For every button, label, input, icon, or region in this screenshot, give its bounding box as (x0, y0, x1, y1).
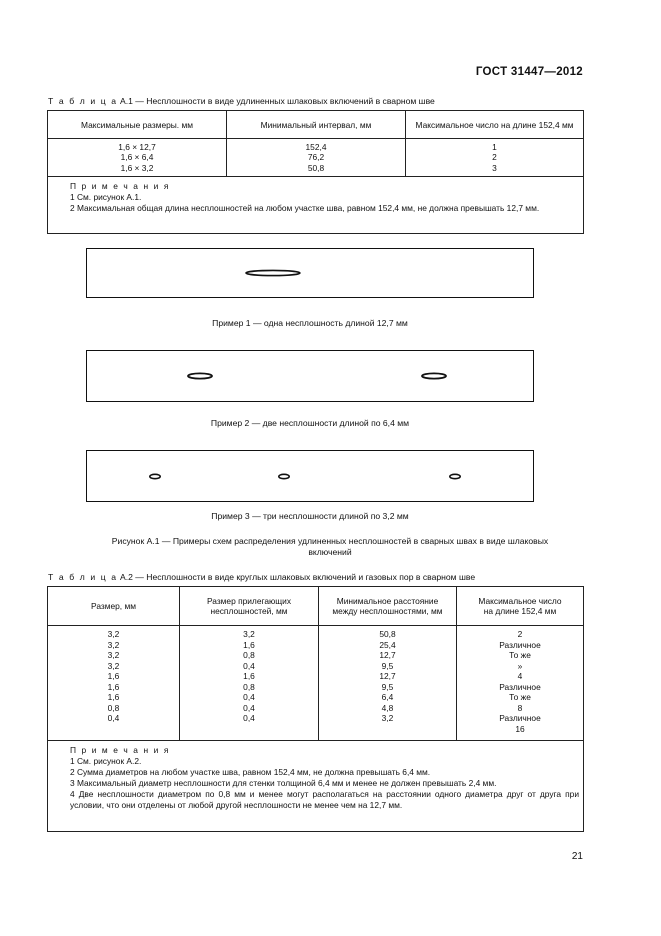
table1-caption (48, 96, 435, 106)
table-cell: 1,6 (243, 639, 255, 650)
table2-notes-title: П р и м е ч а н и я (70, 745, 170, 755)
inclusion-icon (277, 473, 291, 480)
table2-caption (48, 572, 475, 582)
table2-header-cell (319, 587, 457, 626)
table-cell: 50,8 (379, 629, 396, 639)
table2-notes-row (48, 741, 584, 832)
table-a1 (47, 110, 584, 234)
table2-header-row (48, 587, 584, 626)
table-cell: 1,6 (107, 671, 120, 681)
table-cell: 0,4 (243, 660, 255, 671)
table-cell: 1,6 × 3,2 (120, 162, 154, 173)
header-line: несплошностей, мм (210, 606, 288, 616)
elongated-inclusion-icon (244, 269, 302, 277)
table-cell: 2 (517, 629, 523, 639)
example2-label: Пример 2 — две несплошности длиной по 6,4 мм (210, 418, 410, 428)
table-cell: То же (509, 650, 531, 660)
header-line: на длине 152,4 мм (483, 606, 557, 616)
table1-notes-row (48, 177, 584, 234)
table1-caption-prefix: Т а б л и ц а (48, 96, 118, 106)
table-cell: 3,2 (107, 660, 120, 671)
table-cell: То же (509, 692, 531, 702)
page-number: 21 (571, 851, 583, 862)
table2-header-cell (457, 587, 584, 626)
inclusion-icon (448, 473, 462, 480)
header-line: Максимальное число (478, 595, 562, 606)
table-cell: 12,7 (379, 671, 396, 681)
figure-caption-line: Рисунок А.1 — Примеры схем распределения удлиненных несплошностей в сварных швах в виде шлаковых (111, 536, 549, 546)
table1-header-cell: Максимальные размеры. мм (48, 111, 227, 139)
table-cell: 3,2 (107, 650, 120, 660)
table-cell: 0,8 (243, 681, 255, 692)
example1-label: Пример 1 — одна несплошность длиной 12,7 мм (212, 318, 408, 328)
weld-seam-example-3 (86, 450, 534, 502)
table-cell: 0,4 (243, 713, 255, 723)
table-cell: 9,5 (381, 681, 394, 692)
table-cell: Различное (499, 639, 541, 650)
table2-note: 2 Сумма диаметров на любом участке шва, равном 152,4 мм, не должна превышать 6,4 мм. (70, 767, 431, 777)
table-cell: 1,6 (107, 681, 120, 692)
header-line: Размер прилегающих (206, 595, 292, 606)
table-cell: 9,5 (381, 660, 394, 671)
table-cell: 1,6 (107, 692, 120, 702)
table-cell: 0,8 (107, 702, 120, 713)
table-cell: 0,4 (243, 702, 255, 713)
table1-note: 1 См. рисунок А.1. (70, 192, 142, 202)
table1-header-row (48, 111, 584, 139)
table-cell: » (517, 660, 523, 671)
table1-col-interval (227, 139, 406, 177)
table-cell: 3,2 (107, 639, 120, 650)
table2-col-size (48, 626, 180, 741)
table-cell: 16 (515, 723, 525, 734)
table-cell: 3,2 (107, 629, 120, 639)
table2-data-row (48, 626, 584, 741)
standard-number: ГОСТ 31447—2012 (475, 66, 583, 78)
table-cell: 6,4 (381, 692, 394, 702)
table1-caption-text: А.1 — Несплошности в виде удлиненных шлаковых включений в сварном шве (117, 96, 435, 106)
table-cell: 50,8 (307, 162, 325, 173)
weld-seam-example-1 (86, 248, 534, 298)
table-cell: 0,4 (107, 713, 120, 723)
table2-col-adjacent (180, 626, 319, 741)
inclusion-icon (420, 372, 448, 380)
table-a2 (47, 586, 584, 832)
table-cell: 12,7 (379, 650, 396, 660)
table1-header-cell: Минимальный интервал, мм (227, 111, 406, 139)
table-cell: 0,8 (243, 650, 255, 660)
table-cell: 8 (517, 702, 523, 713)
header-line: между несплошностями, мм (332, 606, 443, 616)
table1-notes (48, 177, 584, 234)
table2-notes (48, 741, 584, 832)
table-cell: 25,4 (379, 639, 396, 650)
table-cell: 0,4 (243, 692, 255, 702)
table2-header-cell (48, 587, 180, 626)
table2-col-distance (319, 626, 457, 741)
table-cell: 1 (492, 141, 497, 152)
table-cell: 1,6 × 12,7 (118, 141, 156, 152)
table-cell: 3 (492, 162, 497, 173)
table-cell: 4,8 (381, 702, 394, 713)
example3-label: Пример 3 — три несплошности длиной по 3,2 мм (211, 511, 409, 521)
header-line: Размер, мм (91, 600, 136, 611)
table1-header-cell: Максимальное число на длине 152,4 мм (406, 111, 584, 139)
table-cell: 3,2 (381, 713, 394, 723)
table-cell: 1,6 (243, 671, 255, 681)
inclusion-icon (148, 473, 162, 480)
table1-col-sizes (48, 139, 227, 177)
table2-note: 4 Две несплошности диаметром по 0,8 мм и менее могут располагаться на расстоянии одного диаметра друг от друга при условии, что они отделены от любой другой несплошности не менее чем на 12,7 мм. (70, 789, 579, 810)
table2-header-cell (180, 587, 319, 626)
table2-note: 3 Максимальный диаметр несплошности для стенки толщиной 6,4 мм и менее не должен превышать 2,4 мм. (70, 778, 497, 788)
table2-col-max-count (457, 626, 584, 741)
table1-data-row (48, 139, 584, 177)
table1-col-count (406, 139, 584, 177)
table-cell: Различное (499, 713, 541, 723)
table-cell: 3,2 (243, 629, 255, 639)
table-cell: Различное (499, 681, 541, 692)
figure-caption (40, 536, 620, 558)
inclusion-icon (186, 372, 214, 380)
header-line: Минимальное расстояние (336, 595, 439, 606)
table-cell: 4 (517, 671, 523, 681)
weld-seam-example-2 (86, 350, 534, 402)
table-cell: 152,4 (305, 141, 327, 152)
table2-note: 1 См. рисунок А.2. (70, 756, 142, 766)
table2-caption-prefix: Т а б л и ц а (48, 572, 118, 582)
table1-notes-title: П р и м е ч а н и я (70, 181, 170, 191)
table-cell: 76,2 (307, 152, 325, 163)
table1-note: 2 Максимальная общая длина несплошностей на любом участке шва, равном 152,4 мм, не должна превышать 12,7 мм. (70, 203, 540, 213)
table-cell: 2 (492, 152, 497, 163)
figure-caption-line: включений (308, 547, 352, 557)
table2-caption-text: А.2 — Несплошности в виде круглых шлаковых включений и газовых пор в сварном шве (117, 572, 476, 582)
table-cell: 1,6 × 6,4 (120, 152, 154, 163)
